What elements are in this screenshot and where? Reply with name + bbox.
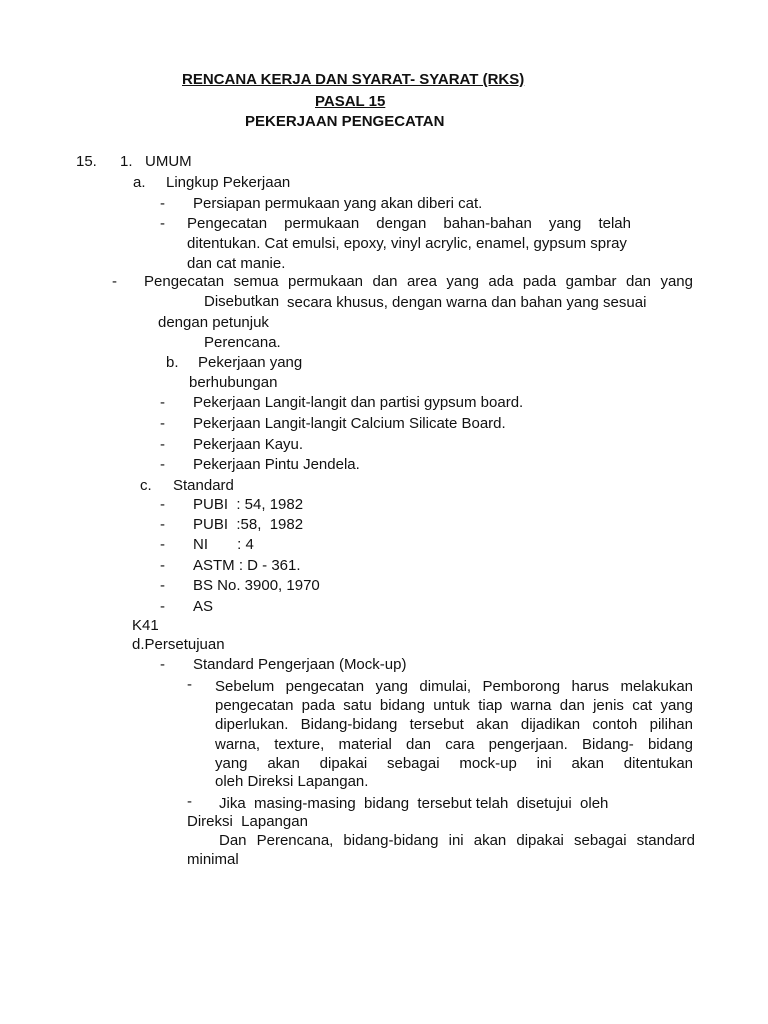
chapter-subtitle: PEKERJAAN PENGECATAN — [245, 113, 445, 130]
subsection-b-title-continuation: berhubungan — [189, 374, 278, 391]
bullet-dash: - — [160, 656, 165, 673]
bullet-dash: - — [187, 793, 192, 810]
paragraph-line: pengecatan pada satu bidang untuk tiap warna dan jenis cat yang — [215, 697, 693, 714]
subsection-a-title: Lingkup Pekerjaan — [166, 174, 291, 191]
list-item: NI : 4 — [193, 536, 254, 553]
paragraph-line: minimal — [187, 851, 239, 868]
list-item: PUBI :58, 1982 — [193, 516, 304, 533]
bullet-dash: - — [160, 496, 165, 513]
paragraph-line: Direksi Lapangan — [187, 813, 308, 830]
bullet-dash: - — [160, 415, 165, 432]
list-item-continuation: ditentukan. Cat emulsi, epoxy, vinyl acrylic, enamel, gypsum spray — [187, 235, 627, 252]
bullet-dash: - — [160, 536, 165, 553]
bullet-dash: - — [160, 557, 165, 574]
bullet-dash: - — [160, 394, 165, 411]
list-item: Pengecatan semua permukaan dan area yang ada pada gambar dan yang — [144, 273, 693, 290]
list-item: Standard Pengerjaan (Mock-up) — [193, 656, 407, 673]
paragraph-line: Sebelum pengecatan yang dimulai, Pemborong harus melakukan — [215, 678, 693, 695]
subsection-d-title: d.Persetujuan — [132, 636, 225, 653]
bullet-dash: - — [187, 676, 192, 693]
bullet-dash: - — [160, 577, 165, 594]
list-item-continuation: secara khusus, dengan warna dan bahan yang sesuai — [287, 294, 647, 311]
section-heading: UMUM — [145, 153, 192, 170]
list-item: ASTM : D - 361. — [193, 557, 301, 574]
subsection-c-label: c. — [140, 477, 152, 494]
paragraph-line: diperlukan. Bidang-bidang tersebut akan dijadikan contoh pilihan — [215, 716, 693, 733]
document-title: RENCANA KERJA DAN SYARAT- SYARAT (RKS) — [182, 71, 525, 88]
pasal-heading: PASAL 15 — [315, 93, 386, 110]
paragraph-line: Dan Perencana, bidang-bidang ini akan dipakai sebagai standard — [219, 832, 695, 849]
bullet-dash: - — [160, 195, 165, 212]
list-item: Pekerjaan Kayu. — [193, 436, 304, 453]
paragraph-line: yang akan dipakai sebagai mock-up ini akan ditentukan — [215, 755, 693, 772]
bullet-dash: - — [160, 516, 165, 533]
bullet-dash: - — [160, 598, 165, 615]
paragraph-line: Jika masing-masing bidang tersebut telah disetujui oleh — [219, 795, 609, 812]
bullet-dash: - — [160, 456, 165, 473]
list-item-continuation: dengan petunjuk — [158, 314, 269, 331]
subsection-c-title: Standard — [173, 477, 234, 494]
list-item: BS No. 3900, 1970 — [193, 577, 320, 594]
section-number: 15. — [76, 153, 97, 170]
item-number: 1. — [120, 153, 133, 170]
list-item-continuation: dan cat manie. — [187, 255, 286, 272]
list-item: Pekerjaan Langit-langit Calcium Silicate Board. — [193, 415, 506, 432]
list-item: Pengecatan permukaan dengan bahan-bahan yang telah — [187, 215, 631, 232]
list-item: PUBI : 54, 1982 — [193, 496, 304, 513]
bullet-dash: - — [160, 215, 165, 232]
subsection-a-label: a. — [133, 174, 146, 191]
subsection-b-title: Pekerjaan yang — [198, 354, 303, 371]
bullet-dash: - — [112, 273, 117, 290]
paragraph-line: warna, texture, material dan cara pengerjaan. Bidang- bidang — [215, 736, 693, 753]
list-item-continuation: K41 — [132, 617, 159, 634]
subsection-b-label: b. — [166, 354, 179, 371]
list-item: AS — [193, 598, 214, 615]
list-item: Pekerjaan Pintu Jendela. — [193, 456, 360, 473]
paragraph-line: oleh Direksi Lapangan. — [215, 773, 369, 790]
bullet-dash: - — [160, 436, 165, 453]
list-item-continuation: Disebutkan — [204, 293, 280, 310]
list-item: Persiapan permukaan yang akan diberi cat. — [193, 195, 483, 212]
list-item-continuation: Perencana. — [204, 334, 281, 351]
list-item: Pekerjaan Langit-langit dan partisi gypsum board. — [193, 394, 524, 411]
